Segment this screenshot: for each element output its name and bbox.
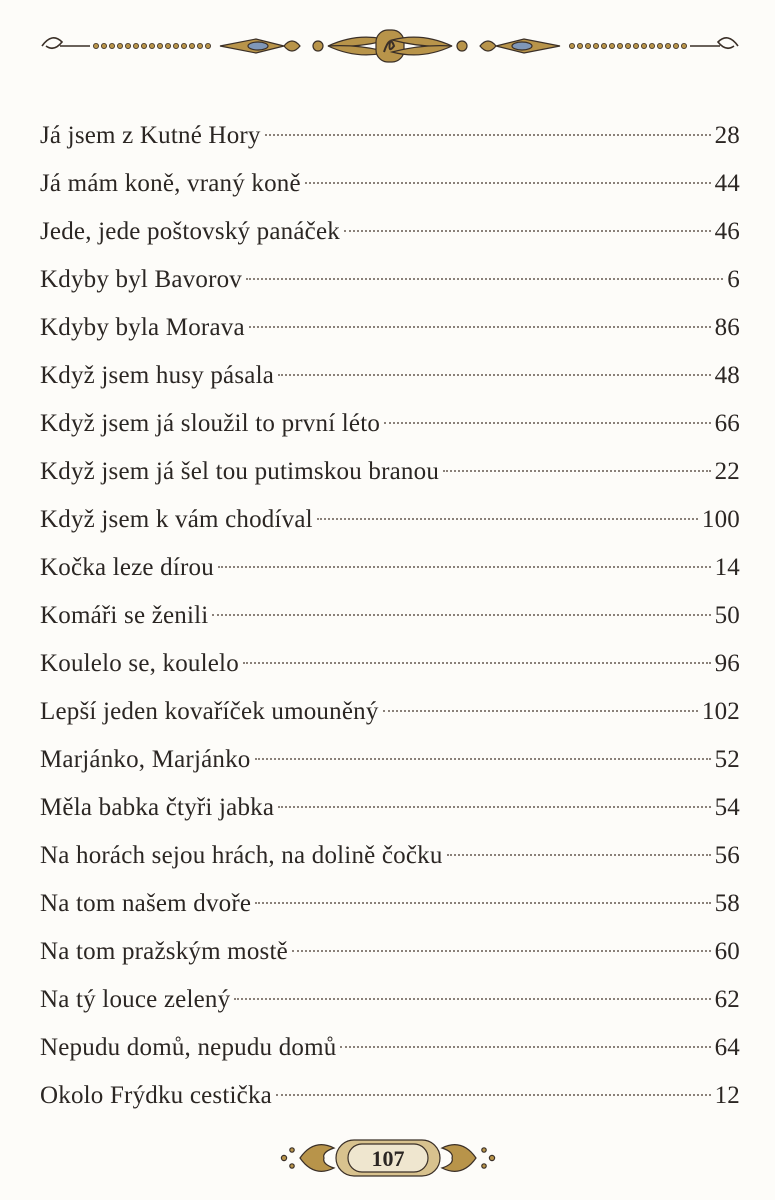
- toc-entry-page: 12: [714, 1082, 740, 1109]
- toc-entry-page: 58: [714, 890, 740, 917]
- toc-entry: [40, 160, 740, 208]
- toc-entry-title: Když jsem husy pásala: [40, 362, 275, 389]
- toc-entry-page: 100: [701, 506, 740, 533]
- toc-leader-dots: [340, 1046, 710, 1048]
- toc-entry: [40, 832, 740, 880]
- toc-entry: [40, 352, 740, 400]
- toc-entry: [40, 544, 740, 592]
- toc-entry: [40, 1072, 740, 1120]
- toc-entry-title: Nepudu domů, nepudu domů: [40, 1034, 337, 1061]
- toc-entry-page: 56: [714, 842, 740, 869]
- toc-entry: [40, 448, 740, 496]
- toc-entry: [40, 880, 740, 928]
- toc-leader-dots: [344, 230, 711, 232]
- toc-leader-dots: [234, 998, 710, 1000]
- toc-leader-dots: [218, 566, 711, 568]
- toc-entry-page: 62: [714, 986, 740, 1013]
- toc-entry: [40, 640, 740, 688]
- toc-entry-title: Marjánko, Marjánko: [40, 746, 251, 773]
- footer-ornament: [276, 1128, 500, 1188]
- toc-entry-title: Koulelo se, koulelo: [40, 650, 239, 677]
- toc-entry: [40, 256, 740, 304]
- toc-leader-dots: [255, 758, 711, 760]
- toc-entry-page: 102: [701, 698, 740, 725]
- toc-entry-title: Když jsem k vám chodíval: [40, 506, 313, 533]
- toc-entry-title: Já mám koně, vraný koně: [40, 170, 301, 197]
- toc-entry-title: Měla babka čtyři jabka: [40, 794, 275, 821]
- toc-entry-title: Když jsem já šel tou putimskou branou: [40, 458, 440, 485]
- page-number: 107: [371, 1146, 405, 1171]
- toc-entry-page: 66: [714, 410, 740, 437]
- toc-leader-dots: [276, 1094, 711, 1096]
- toc-leader-dots: [265, 134, 711, 136]
- toc-entry-page: 48: [714, 362, 740, 389]
- toc-entry: [40, 592, 740, 640]
- toc-entry-page: 64: [714, 1034, 740, 1061]
- toc-leader-dots: [246, 278, 723, 280]
- toc-entry-title: Na horách sejou hrách, na dolině čočku: [40, 842, 443, 869]
- toc-entry: [40, 304, 740, 352]
- toc-leader-dots: [447, 854, 711, 856]
- toc-entry: [40, 400, 740, 448]
- toc-leader-dots: [278, 374, 711, 376]
- toc-entry: [40, 928, 740, 976]
- toc-entry: [40, 736, 740, 784]
- toc-entry-page: 96: [714, 650, 740, 677]
- toc-leader-dots: [305, 182, 711, 184]
- toc-entry-title: Jede, jede poštovský panáček: [40, 218, 340, 245]
- toc-entry: [40, 976, 740, 1024]
- toc-entry: [40, 784, 740, 832]
- toc-entry-page: 14: [714, 554, 740, 581]
- toc-leader-dots: [249, 326, 711, 328]
- toc-entry-title: Na tom našem dvoře: [40, 890, 252, 917]
- toc-leader-dots: [212, 614, 710, 616]
- toc-leader-dots: [317, 518, 698, 520]
- toc-entry-title: Když jsem já sloužil to první léto: [40, 410, 381, 437]
- toc-entry-page: 44: [714, 170, 740, 197]
- toc-entry: [40, 688, 740, 736]
- toc-entry-page: 50: [714, 602, 740, 629]
- toc-leader-dots: [278, 806, 710, 808]
- toc-entry: [40, 496, 740, 544]
- toc-leader-dots: [384, 422, 711, 424]
- toc-entry-title: Lepší jeden kovaříček umouněný: [40, 698, 379, 725]
- toc-entry-page: 60: [714, 938, 740, 965]
- toc-entry-page: 86: [714, 314, 740, 341]
- toc-entry: [40, 112, 740, 160]
- toc-entry-page: 54: [714, 794, 740, 821]
- toc-entry-title: Kdyby byl Bavorov: [40, 266, 242, 293]
- toc-entry-title: Kdyby byla Morava: [40, 314, 245, 341]
- toc-leader-dots: [443, 470, 711, 472]
- toc-entry-title: Na tý louce zelený: [40, 986, 231, 1013]
- toc-entry-title: Já jsem z Kutné Hory: [40, 122, 261, 149]
- toc-leader-dots: [383, 710, 698, 712]
- toc-entry-title: Na tom pražským mostě: [40, 938, 288, 965]
- toc-leader-dots: [292, 950, 711, 952]
- toc-leader-dots: [255, 902, 710, 904]
- header-ornament: [36, 24, 744, 70]
- toc-entry-title: Okolo Frýdku cestička: [40, 1082, 272, 1109]
- table-of-contents: [40, 112, 740, 1120]
- toc-entry-page: 46: [714, 218, 740, 245]
- toc-entry-page: 52: [714, 746, 740, 773]
- toc-entry-title: Komáři se ženili: [40, 602, 209, 629]
- toc-leader-dots: [243, 662, 711, 664]
- toc-entry-title: Kočka leze dírou: [40, 554, 214, 581]
- toc-entry: [40, 208, 740, 256]
- toc-entry-page: 6: [727, 266, 740, 293]
- toc-entry: [40, 1024, 740, 1072]
- toc-entry-page: 28: [714, 122, 740, 149]
- toc-entry-page: 22: [714, 458, 740, 485]
